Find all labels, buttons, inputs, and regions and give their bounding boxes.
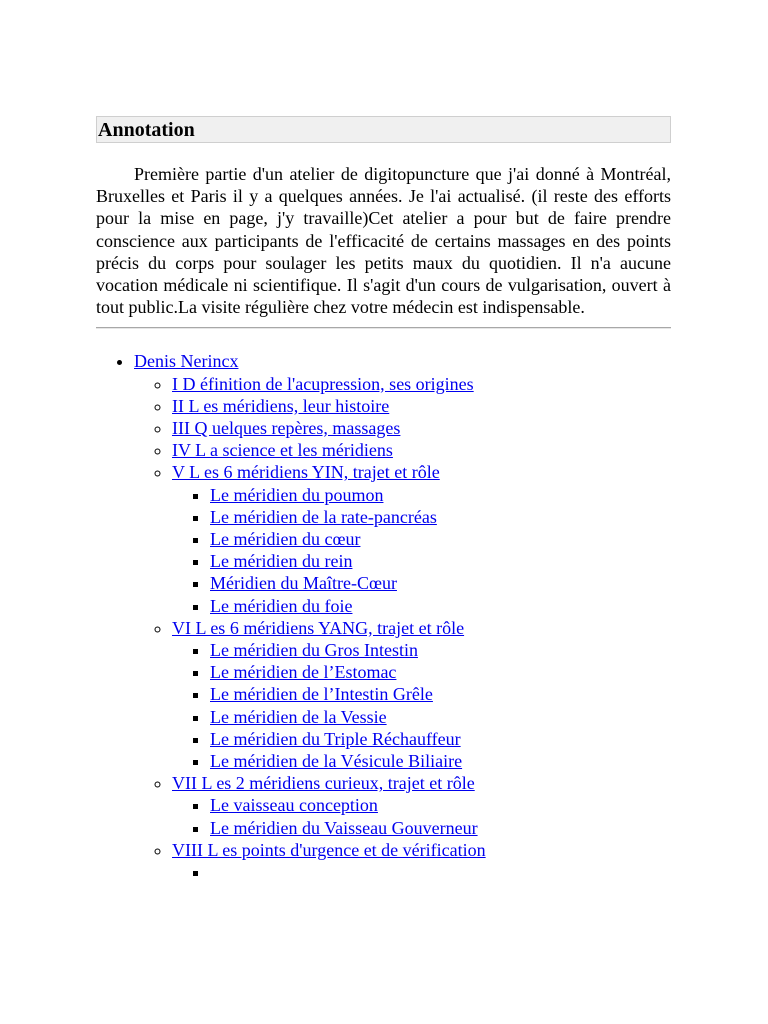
toc-author-link[interactable]: Denis Nerincx [134, 351, 239, 372]
chapter-item [172, 617, 671, 772]
section-link[interactable]: Le méridien du Vaisseau Gouverneur [210, 817, 478, 838]
section-item [210, 794, 671, 816]
chapter-link[interactable]: III Q uelques repères, massages [172, 418, 401, 439]
section-link[interactable]: Le méridien du cœur [210, 529, 361, 550]
section-item [210, 728, 671, 750]
section-item [210, 861, 671, 883]
chapter-link[interactable]: I D éfinition de l'acupression, ses origines [172, 373, 474, 394]
toc-author-item [134, 350, 671, 883]
table-of-contents [96, 350, 671, 883]
chapter-item [172, 839, 671, 883]
section-link[interactable]: Le méridien du Gros Intestin [210, 640, 418, 661]
chapter-item [172, 395, 671, 417]
section-link[interactable]: Le méridien du poumon [210, 484, 384, 505]
section-item [210, 639, 671, 661]
chapter-link[interactable]: II L es méridiens, leur histoire [172, 395, 390, 416]
section-link[interactable]: Méridien du Maître-Cœur [210, 573, 397, 594]
section-link[interactable]: Le méridien du foie [210, 595, 353, 616]
section-item [210, 550, 671, 572]
section-item [210, 484, 671, 506]
section-list [172, 484, 671, 617]
section-link[interactable]: Le méridien de la Vessie [210, 706, 387, 727]
section-link[interactable]: Le méridien de la rate-pancréas [210, 506, 437, 527]
section-list [172, 639, 671, 772]
chapter-list [134, 373, 671, 884]
section-item [210, 661, 671, 683]
section-item [210, 506, 671, 528]
section-link[interactable]: Le méridien du Triple Réchauffeur [210, 728, 461, 749]
section-link[interactable]: Le méridien de l’Estomac [210, 662, 397, 683]
section-item [210, 528, 671, 550]
document-content [96, 116, 671, 883]
section-item [210, 683, 671, 705]
section-link[interactable]: Le méridien de la Vésicule Biliaire [210, 751, 463, 772]
chapter-item [172, 772, 671, 839]
chapter-link[interactable]: V L es 6 méridiens YIN, trajet et rôle [172, 462, 440, 483]
annotation-heading: Annotation [96, 116, 671, 143]
chapter-link[interactable]: VII L es 2 méridiens curieux, trajet et rôle [172, 773, 475, 794]
section-item [210, 750, 671, 772]
section-list [172, 861, 671, 883]
chapter-link[interactable]: IV L a science et les méridiens [172, 440, 393, 461]
section-item [210, 595, 671, 617]
horizontal-rule [96, 327, 671, 329]
section-item [210, 572, 671, 594]
chapter-item [172, 439, 671, 461]
section-item [210, 706, 671, 728]
chapter-link[interactable]: VIII L es points d'urgence et de vérification [172, 839, 486, 860]
section-item [210, 817, 671, 839]
section-link[interactable]: Le vaisseau conception [210, 795, 378, 816]
chapter-item [172, 417, 671, 439]
chapter-item [172, 461, 671, 616]
annotation-text: Première partie d'un atelier de digitopuncture que j'ai donné à Montréal, Bruxelles et Paris il y a quelques années. Je l'ai actualisé. (il reste des efforts pour la mise en page, j'y travaille)Cet atelier a pour but de faire prendre conscience aux participants de l'efficacité de certains massages en des points précis du corps pour soulager les petits maux du quotidien. Il n'a aucune vocation médicale ni scientifique. Il s'agit d'un cours de vulgarisation, ouvert à tout public.La visite régulière chez votre médecin est indispensable. [96, 164, 671, 318]
chapter-link[interactable]: VI L es 6 méridiens YANG, trajet et rôle [172, 617, 465, 638]
section-list [172, 794, 671, 838]
chapter-item [172, 373, 671, 395]
section-link[interactable]: Le méridien de l’Intestin Grêle [210, 684, 433, 705]
section-link[interactable]: Le méridien du rein [210, 551, 353, 572]
